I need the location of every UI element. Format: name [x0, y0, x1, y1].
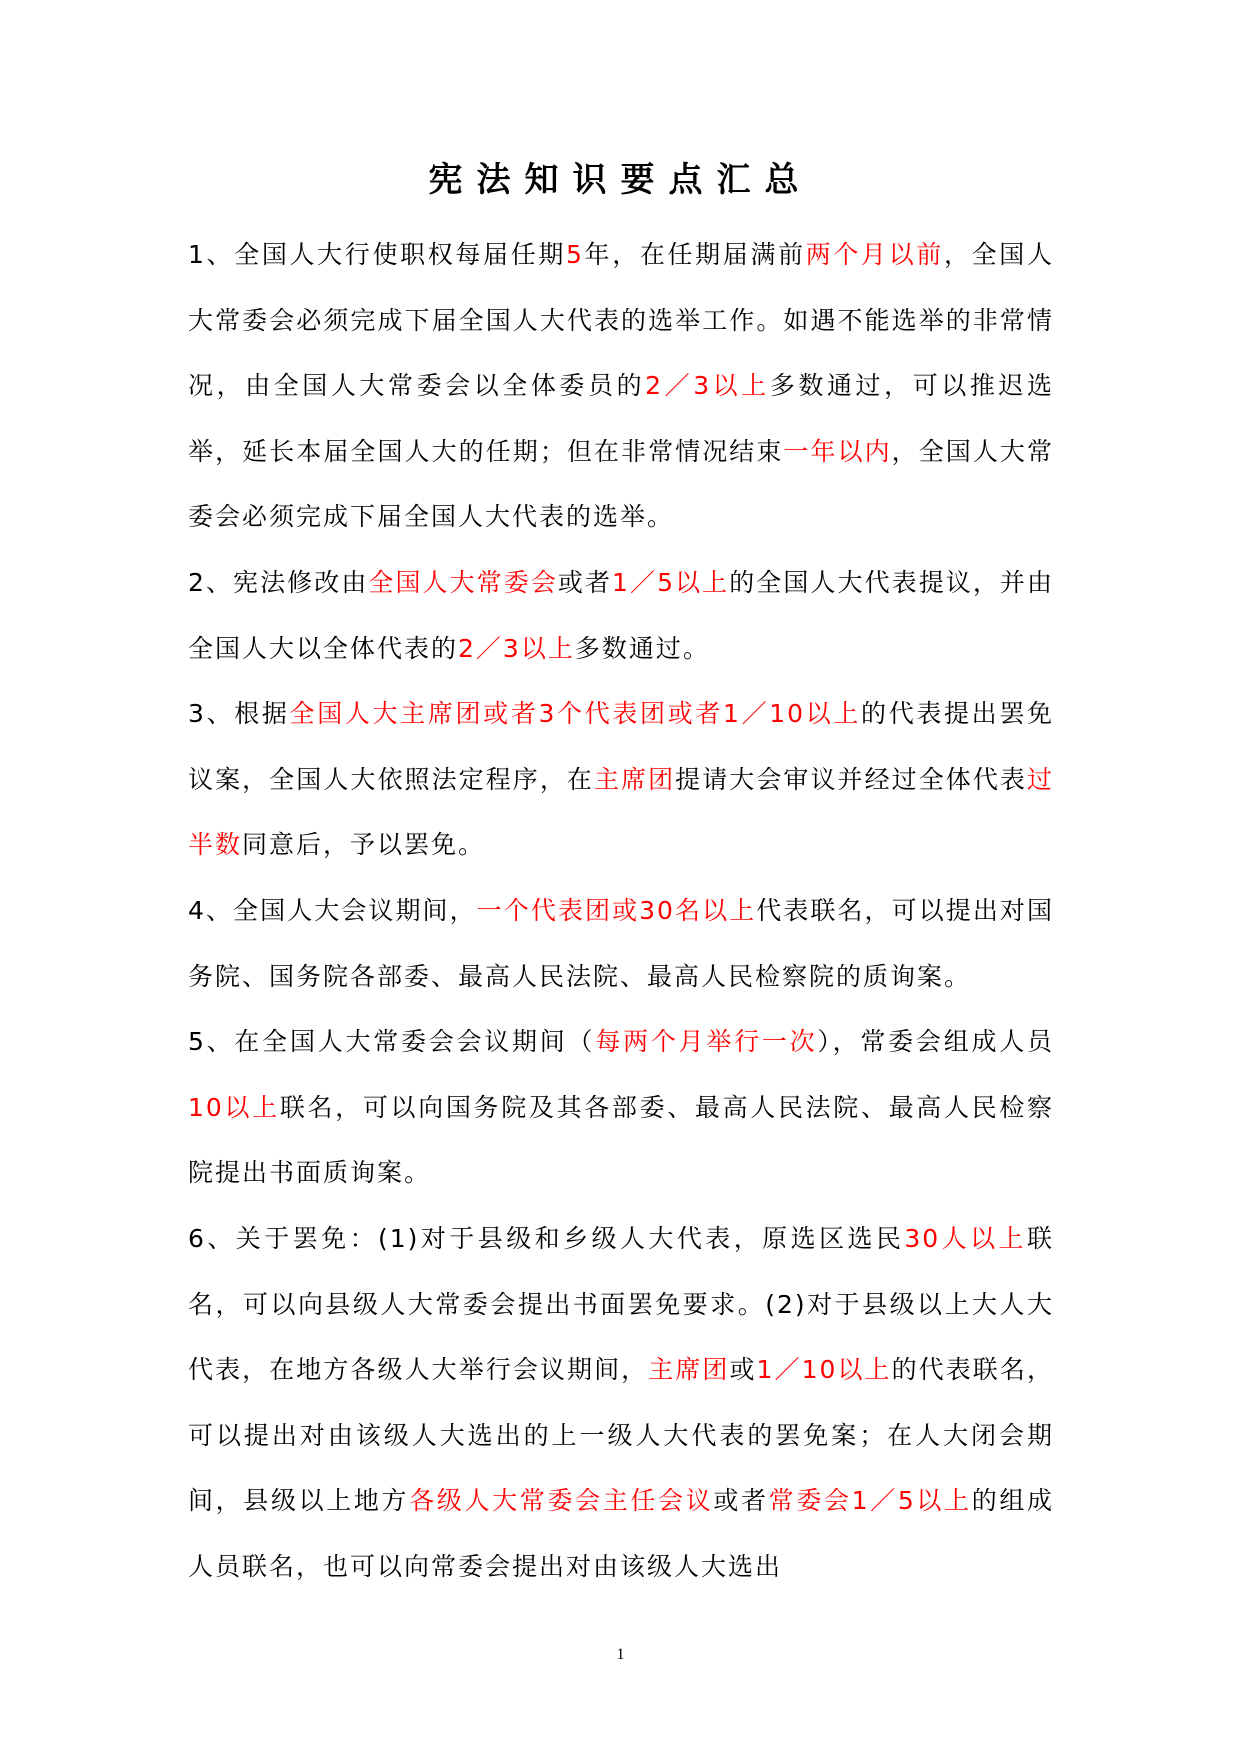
text-run: 3、根据	[188, 699, 290, 729]
text-run: 6、关于罢免：(1)对于县级和乡级人大代表，原选区选民	[188, 1223, 905, 1253]
paragraph-5	[188, 1009, 1054, 1206]
highlighted-text: 全国人大主席团或者3个代表团或者1／10以上	[289, 699, 862, 729]
paragraph-1	[188, 222, 1054, 550]
page-title: 宪法知识要点汇总	[428, 160, 813, 200]
highlighted-text: 1／10以上	[756, 1355, 892, 1385]
text-run: 代表联名，可以提出对国务院、国务院各部委、最高人民法院、最高人民检察院的质询案。	[188, 895, 1054, 991]
text-run: 或者	[713, 1486, 769, 1516]
highlighted-text: 30人以上	[904, 1223, 1027, 1253]
page-number: 1	[616, 1646, 625, 1663]
paragraph-3	[188, 681, 1054, 878]
highlighted-text: 两个月以前	[805, 240, 944, 269]
text-run: 联名，可以向县级人大常委会提出书面罢免要求。(2)对于县级以上大人大代表，在地方各级人大举行会议期间，	[188, 1223, 1055, 1385]
document-body	[188, 222, 1054, 1599]
highlighted-text: 过半数	[188, 764, 1054, 860]
highlighted-text: 10以上	[188, 1092, 280, 1122]
text-run: 多数通过，可以推迟选举，延长本届全国人大的任期；但在非常情况结束	[188, 371, 1054, 466]
highlighted-text: 一年以内	[783, 436, 892, 466]
highlighted-text: 每两个月举行一次	[595, 1027, 818, 1057]
text-run: 4、全国人大会议期间，	[188, 895, 477, 925]
text-run: 5、在全国人大常委会会议期间（	[188, 1027, 596, 1057]
highlighted-text: 主席团	[593, 764, 676, 794]
text-run: 的代表联名，可以提出对由该级人大选出的上一级人大代表的罢免案；在人大闭会期间，县级以上地方	[188, 1355, 1054, 1516]
text-run: 或者	[557, 567, 613, 597]
paragraph-6	[188, 1206, 1054, 1600]
highlighted-text: 各级人大常委会主任会议	[409, 1486, 714, 1516]
text-run: 的组成人员联名，也可以向常委会提出对由该级人大选出	[188, 1486, 1054, 1581]
text-run: 或	[729, 1355, 757, 1385]
highlighted-text: 5	[566, 240, 584, 269]
highlighted-text: 1／5以上	[612, 567, 730, 597]
text-run: 的代表提出罢免议案，全国人大依照法定程序，在	[188, 699, 1054, 794]
paragraph-2	[188, 550, 1054, 681]
highlighted-text: 主席团	[648, 1355, 730, 1385]
text-run: 1、全国人大行使职权每届任期	[188, 240, 566, 269]
highlighted-text: 全国人大常委会	[368, 567, 558, 597]
text-run: 的全国人大代表提议，并由全国人大以全体代表的	[188, 567, 1054, 663]
text-run: 提请大会审议并经过全体代表	[675, 764, 1027, 794]
highlighted-text: 一个代表团或30名以上	[476, 895, 757, 925]
highlighted-text: 2／3以上	[458, 633, 575, 663]
highlighted-text: 2／3以上	[645, 371, 770, 401]
highlighted-text: 常委会1／5以上	[768, 1486, 972, 1516]
text-run: 联名，可以向国务院及其各部委、最高人民法院、最高人民检察院提出书面质询案。	[188, 1092, 1055, 1188]
text-run: 2、宪法修改由	[188, 567, 369, 597]
text-run: 多数通过。	[574, 633, 710, 663]
text-run: 年，在任期届满前	[583, 240, 806, 269]
text-run: ，全国人大常委会必须完成下届全国人大代表的选举。	[188, 436, 1054, 532]
text-run: 同意后，予以罢免。	[242, 830, 486, 860]
text-run: ），常委会组成人员	[817, 1027, 1054, 1057]
paragraph-4	[188, 878, 1054, 1009]
text-run: ，全国人大常委会必须完成下届全国人大代表的选举工作。如遇不能选举的非常情况，由全国人大常委会以全体委员的	[188, 240, 1054, 401]
